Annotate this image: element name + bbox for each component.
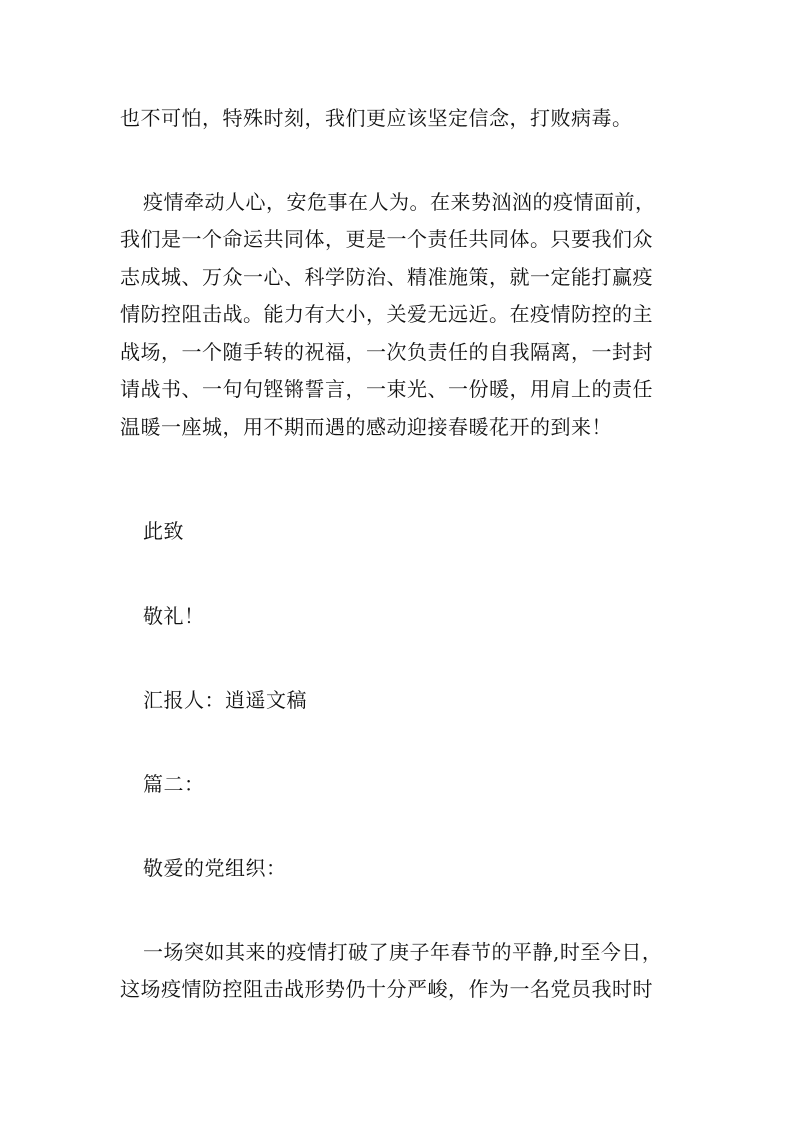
- closing-line-2: 敬礼！: [143, 604, 205, 628]
- paragraph-2-line-2: 我们是一个命运共同体，更是一个责任共同体。只要我们众: [120, 227, 653, 251]
- reporter-line: 汇报人：逍遥文稿: [143, 688, 307, 712]
- closing-line-1: 此致: [143, 519, 184, 543]
- paragraph-2-line-7: 温暖一座城，用不期而遇的感动迎接春暖花开的到来！: [120, 415, 612, 439]
- paragraph-3-line-1: 一场突如其来的疫情打破了庚子年春节的平静,时至今日，: [143, 940, 663, 964]
- paragraph-1-line-1: 也不可怕，特殊时刻，我们更应该坚定信念，打败病毒。: [120, 106, 633, 130]
- salutation-line: 敬爱的党组织：: [143, 856, 287, 880]
- paragraph-2-line-1: 疫情牵动人心，安危事在人为。在来势汹汹的疫情面前，: [143, 190, 656, 214]
- section-heading: 篇二：: [143, 772, 205, 796]
- paragraph-2-line-5: 战场，一个随手转的祝福，一次负责任的自我隔离，一封封: [120, 340, 653, 364]
- paragraph-2-line-4: 情防控阻击战。能力有大小，关爱无远近。在疫情防控的主: [120, 302, 653, 326]
- paragraph-2-line-6: 请战书、一句句铿锵誓言，一束光、一份暖，用肩上的责任: [120, 377, 653, 401]
- paragraph-2-line-3: 志成城、万众一心、科学防治、精准施策，就一定能打赢疫: [120, 265, 653, 289]
- paragraph-3-line-2: 这场疫情防控阻击战形势仍十分严峻，作为一名党员我时时: [120, 977, 653, 1001]
